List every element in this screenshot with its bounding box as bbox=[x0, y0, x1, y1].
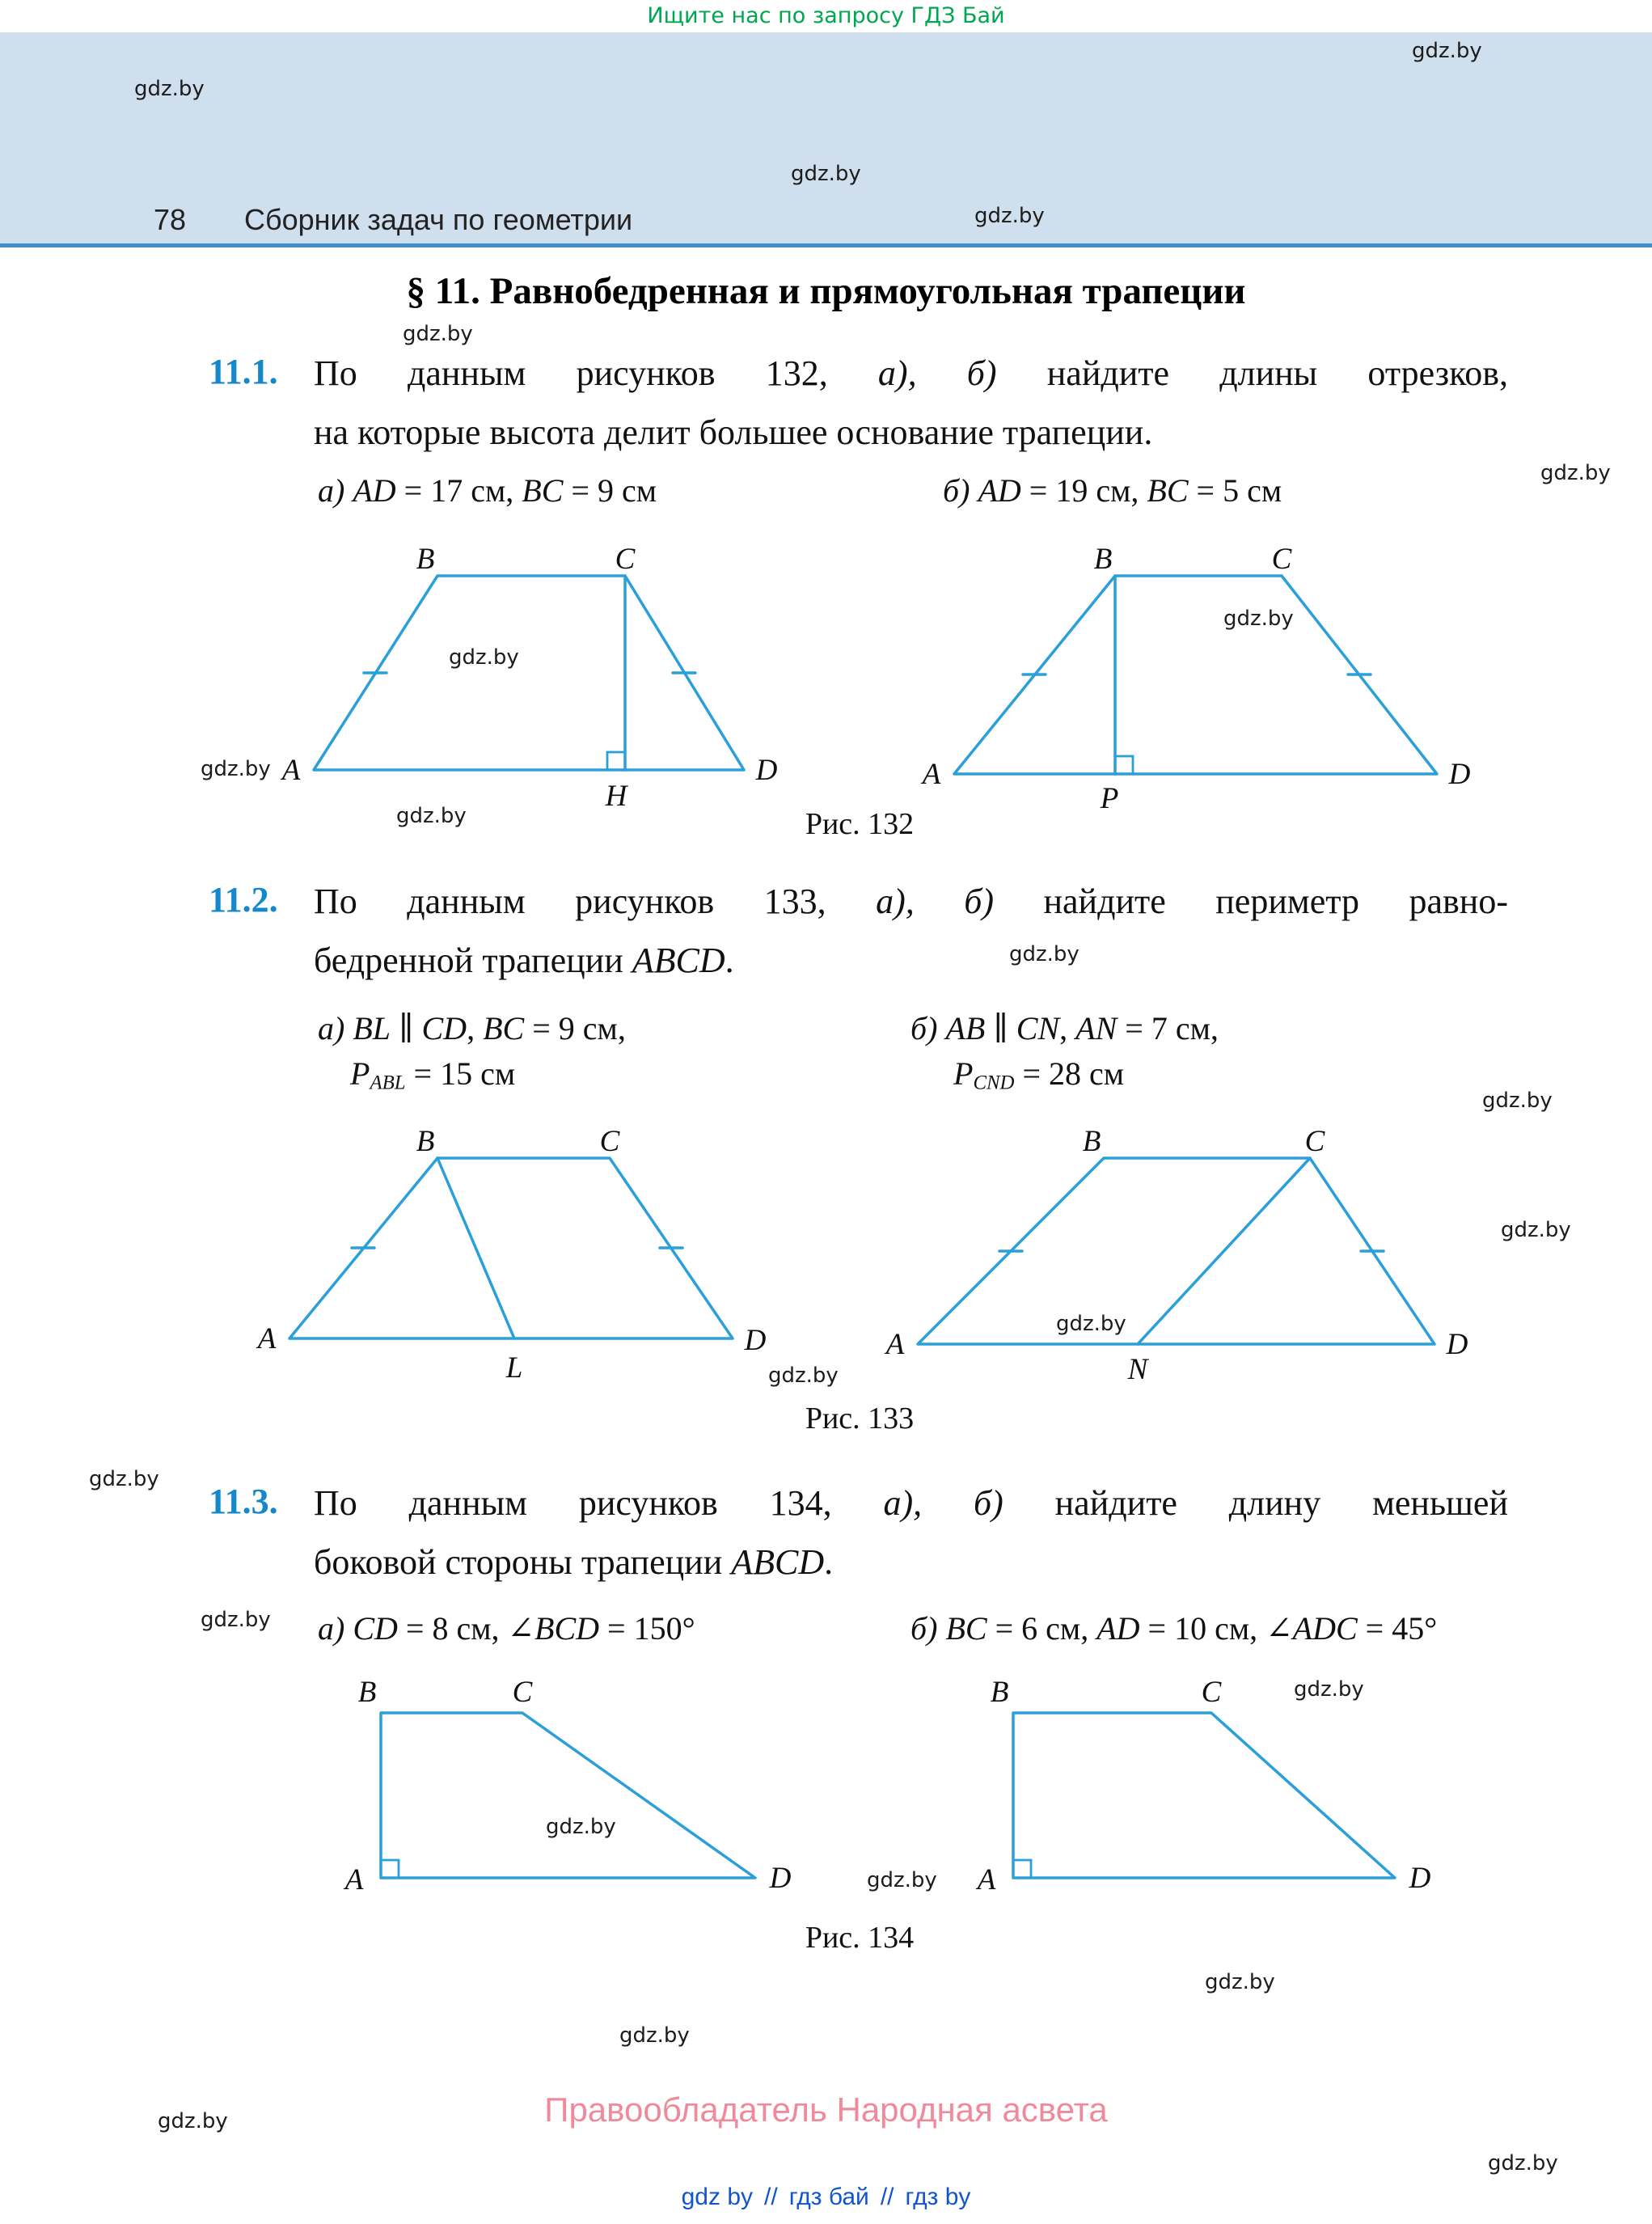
right-angle-mark bbox=[1115, 756, 1133, 774]
watermark: gdz.by bbox=[1540, 461, 1611, 485]
problem-11-3-data-a: а) CD = 8 см, ∠BCD = 150° bbox=[318, 1610, 695, 1647]
problem-11-2-data-b-line2: $P_{CND} = 28$ см bbox=[953, 1055, 1125, 1094]
vertex-label-p: P bbox=[1100, 782, 1119, 815]
vertex-label-d: D bbox=[744, 1324, 767, 1357]
vertex-label-h: H bbox=[605, 780, 627, 813]
figure-134b bbox=[954, 1666, 1464, 1909]
vertex-label-b: B bbox=[1082, 1125, 1101, 1158]
vertex-label-d: D bbox=[755, 754, 778, 787]
figure-132b bbox=[906, 542, 1488, 813]
vertex-label-c: C bbox=[1271, 543, 1292, 576]
problem-11-3-data-b: б) BC = 6 см, AD = 10 см, ∠ADC = 45° bbox=[911, 1610, 1438, 1647]
watermark: gdz.by bbox=[201, 1608, 271, 1632]
footer-link-gdz-by-2[interactable]: гдз by bbox=[905, 2184, 971, 2210]
book-title: Сборник задач по геометрии bbox=[244, 203, 633, 236]
watermark: gdz.by bbox=[867, 1868, 937, 1892]
vertex-label-d: D bbox=[1409, 1862, 1431, 1895]
watermark: gdz.by bbox=[1412, 39, 1482, 63]
segment-b-l bbox=[437, 1158, 514, 1338]
watermark: gdz.by bbox=[403, 322, 473, 346]
vertex-label-b: B bbox=[1093, 543, 1113, 576]
problem-number-11-1: 11.1. bbox=[209, 352, 278, 391]
trapezoid-outline bbox=[918, 1158, 1434, 1344]
page-number: 78 bbox=[154, 203, 187, 236]
vertex-label-a: A bbox=[977, 1863, 996, 1896]
trapezoid-outline bbox=[381, 1713, 755, 1878]
footer-link-gdz-bai[interactable]: гдз бай bbox=[788, 2184, 869, 2210]
watermark: gdz.by bbox=[768, 1364, 839, 1388]
vertex-label-n: N bbox=[1127, 1353, 1148, 1386]
right-angle-mark bbox=[381, 1860, 399, 1878]
watermark: gdz.by bbox=[619, 2023, 690, 2048]
problem-11-2-text-line1: По данным рисунков 133, а), б) найдите периметр равно- bbox=[314, 882, 1508, 921]
vertex-label-d: D bbox=[1446, 1328, 1468, 1361]
watermark: gdz.by bbox=[134, 77, 205, 101]
segment-c-n bbox=[1138, 1158, 1310, 1344]
watermark: gdz.by bbox=[1009, 942, 1080, 966]
vertex-label-d: D bbox=[1448, 758, 1471, 791]
watermark: gdz.by bbox=[1205, 1970, 1275, 1994]
vertex-label-c: C bbox=[1304, 1125, 1325, 1158]
vertex-label-b: B bbox=[416, 1125, 435, 1158]
figure-133a bbox=[243, 1120, 792, 1391]
watermark: gdz.by bbox=[1056, 1312, 1126, 1336]
watermark: gdz.by bbox=[201, 757, 271, 781]
vertex-label-b: B bbox=[357, 1676, 377, 1709]
vertex-label-c: C bbox=[512, 1676, 533, 1709]
vertex-label-b: B bbox=[990, 1676, 1009, 1709]
problem-11-1-data-a: а) AD = 17 см, BC = 9 см bbox=[318, 472, 657, 509]
watermark: gdz.by bbox=[1223, 607, 1294, 631]
problem-11-1-data-b: б) AD = 19 см, BC = 5 см bbox=[943, 472, 1282, 509]
problem-number-11-3: 11.3. bbox=[209, 1482, 278, 1521]
vertex-label-a: A bbox=[344, 1863, 364, 1896]
problem-11-2-data-a-line2: $P_{ABL} = 15$ см bbox=[350, 1055, 516, 1094]
problem-11-3-text-line1: По данным рисунков 134, а), б) найдите длину меньшей bbox=[314, 1483, 1509, 1523]
figure-132-caption: Рис. 132 bbox=[805, 807, 915, 841]
problem-11-2-data-b-line1: б) AB ∥ CN, AN = 7 см, bbox=[911, 1010, 1219, 1046]
copyright-text: Правообладатель Народная асвета bbox=[544, 2091, 1108, 2129]
watermark: gdz.by bbox=[1294, 1677, 1364, 1702]
vertex-label-l: L bbox=[505, 1351, 523, 1385]
problem-11-2-data-a-line1: а) BL ∥ CD, BC = 9 см, bbox=[318, 1010, 626, 1046]
watermark: gdz.by bbox=[1488, 2151, 1558, 2175]
watermark: gdz.by bbox=[1501, 1218, 1571, 1242]
right-angle-mark bbox=[1013, 1860, 1031, 1878]
vertex-label-a: A bbox=[922, 758, 941, 791]
figure-132a bbox=[267, 542, 801, 813]
vertex-label-a: A bbox=[885, 1328, 905, 1361]
right-angle-mark bbox=[607, 752, 625, 770]
watermark: gdz.by bbox=[1482, 1089, 1553, 1113]
top-banner-text: Ищите нас по запросу ГДЗ Бай bbox=[647, 3, 1005, 28]
link-separator: // bbox=[880, 2184, 894, 2210]
watermark: gdz.by bbox=[158, 2109, 228, 2133]
trapezoid-outline bbox=[1013, 1713, 1395, 1878]
watermark: gdz.by bbox=[396, 804, 467, 828]
vertex-label-c: C bbox=[615, 543, 636, 576]
problem-11-1-text-line2: на которые высота делит большее основание трапеции. bbox=[314, 412, 1153, 452]
problem-11-2-text-line2: бедренной трапеции ABCD. bbox=[314, 941, 734, 980]
figure-133b bbox=[873, 1120, 1472, 1391]
vertex-label-c: C bbox=[1201, 1676, 1222, 1709]
watermark: gdz.by bbox=[546, 1815, 616, 1839]
watermark: gdz.by bbox=[791, 162, 861, 186]
watermark: gdz.by bbox=[89, 1467, 159, 1491]
vertex-label-a: A bbox=[257, 1322, 277, 1355]
problem-number-11-2: 11.2. bbox=[209, 880, 278, 920]
footer-link-gdz-by[interactable]: gdz by bbox=[681, 2184, 754, 2210]
figure-134a bbox=[323, 1666, 817, 1909]
watermark: gdz.by bbox=[449, 645, 519, 670]
link-separator: // bbox=[764, 2184, 778, 2210]
section-title: § 11. Равнобедренная и прямоугольная трапеции bbox=[406, 270, 1246, 312]
problem-11-3-text-line2: боковой стороны трапеции ABCD. bbox=[314, 1542, 834, 1582]
footer-links bbox=[0, 2184, 1652, 2211]
vertex-label-a: A bbox=[281, 754, 301, 787]
problem-11-1-text-line1: По данным рисунков 132, а), б) найдите длины отрезков, bbox=[314, 353, 1508, 393]
vertex-label-b: B bbox=[416, 543, 435, 576]
watermark: gdz.by bbox=[974, 204, 1045, 228]
vertex-label-d: D bbox=[769, 1862, 792, 1895]
figure-134-caption: Рис. 134 bbox=[805, 1921, 915, 1955]
figure-133-caption: Рис. 133 bbox=[805, 1402, 915, 1435]
vertex-label-c: C bbox=[599, 1125, 620, 1158]
